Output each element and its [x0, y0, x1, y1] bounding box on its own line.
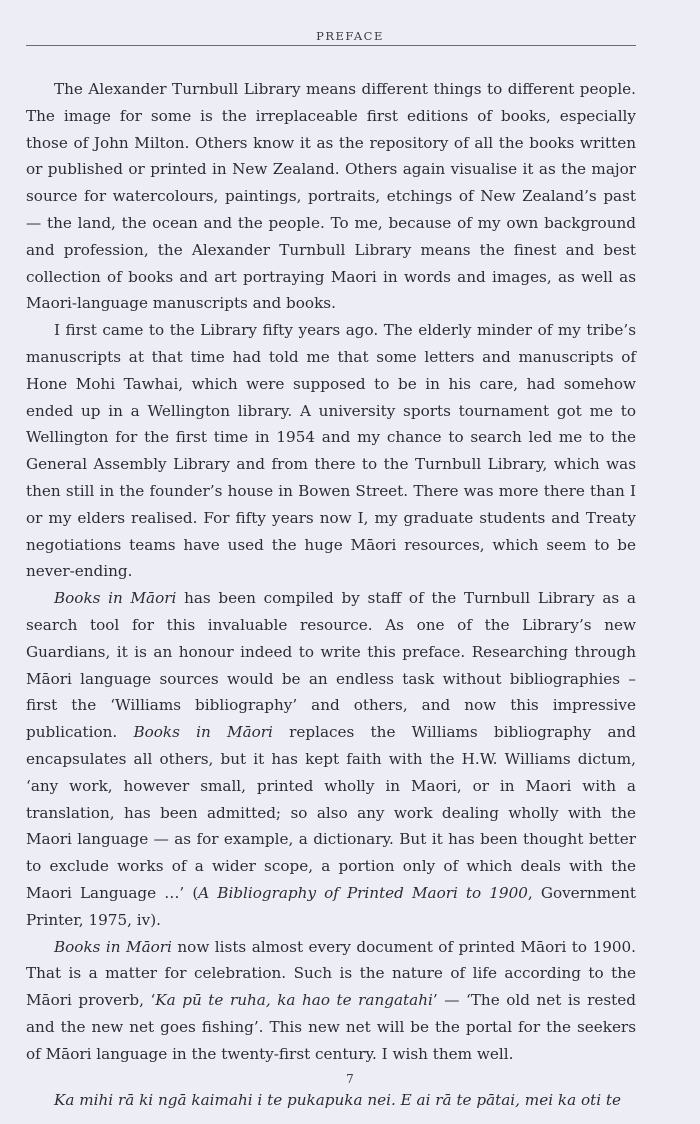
paragraph-4-text-b: ’ — ‘The old net is rested and the new net goes fishing’. This new net will be the portal for the seekers of Māori language in the twenty-first century. I wish them well. [26, 991, 636, 1063]
paragraph-4 [26, 934, 636, 1068]
maori-proverb: Ka pū te ruha, ka hao te rangatahi [155, 991, 433, 1010]
paragraph-4-text-a: now lists almost every document of printed Māori to 1900. That is a matter for celebration. Such is the nature of life according to the Māori proverb, ‘ [26, 937, 637, 1010]
header-rule [26, 45, 636, 46]
paragraph-5 [26, 1087, 636, 1114]
page-number: 7 [346, 1072, 354, 1086]
paragraph-2-text: I first came to the Library fifty years ago. The elderly minder of my tribe’s manuscripts at that time had told me that some letters and manuscripts of Hone Mohi Tawhai, which were supposed to be in his care, had somehow ended up in a Wellington library. A university sports tournament got me to Wellington for the first time in 1954 and my chance to search led me to the General Assembly Library and from there to the Turnbull Library, which was then still in the founder’s house in Bowen Street. There was more there than I or my elders realised. For fifty years now I, my graduate students and Treaty negotiations teams have used the huge Māori resources, which seem to be never-ending. [26, 321, 636, 581]
paragraph-2 [26, 317, 636, 585]
citation-title: A Bibliography of Printed Maori to 1900 [198, 883, 528, 902]
book-title: Books in Māori [54, 937, 172, 956]
maori-closing-text: Ka mihi rā ki ngā kaimahi i te pukapuka nei. E ai rā te pātai, mei ka oti te [54, 1091, 621, 1110]
running-head: PREFACE [316, 29, 384, 43]
paragraph-3-text-c: , Government Printer, 1975, iv). [26, 883, 636, 929]
book-title: Books in Māori [54, 589, 177, 608]
paragraph-3 [26, 585, 636, 933]
paragraph-1-text: The Alexander Turnbull Library means different things to different people. The image for some is the irreplaceable first editions of books, especially those of John Milton. Others know it as the repository of all the books written or published or printed in New Zealand. Others again visualise it as the major source for watercolours, paintings, portraits, etchings of New Zealand’s past — the land, the ocean and the people. To me, because of my own background and profession, the Alexander Turnbull Library means the finest and best collection of books and art portraying Maori in words and images, as well as Maori-language manuscripts and books. [26, 80, 636, 313]
book-title: Books in Māori [133, 723, 273, 742]
paragraph-1 [26, 76, 636, 317]
preface-body [26, 76, 636, 1114]
paragraph-3-text-b: replaces the Williams bibliography and encapsulates all others, but it has kept faith with the H.W. Williams dictum, ‘any work, however small, printed wholly in Maori, or in Maori with a translation, has been admitted; so also any work dealing wholly with the Maori language — as for example, a dictionary. But it has been thought better to exclude works of a wider scope, a portion only of which deals with the Maori Language …’ ( [26, 723, 637, 902]
paragraph-3-text-a: has been compiled by staff of the Turnbull Library as a search tool for this invaluable resource. As one of the Library’s new Guardians, it is an honour indeed to write this preface. Researching through Māori language sources would be an endless task without bibliographies – first the ‘Williams bibliography’ and others, and now this impressive publication. [26, 589, 636, 742]
